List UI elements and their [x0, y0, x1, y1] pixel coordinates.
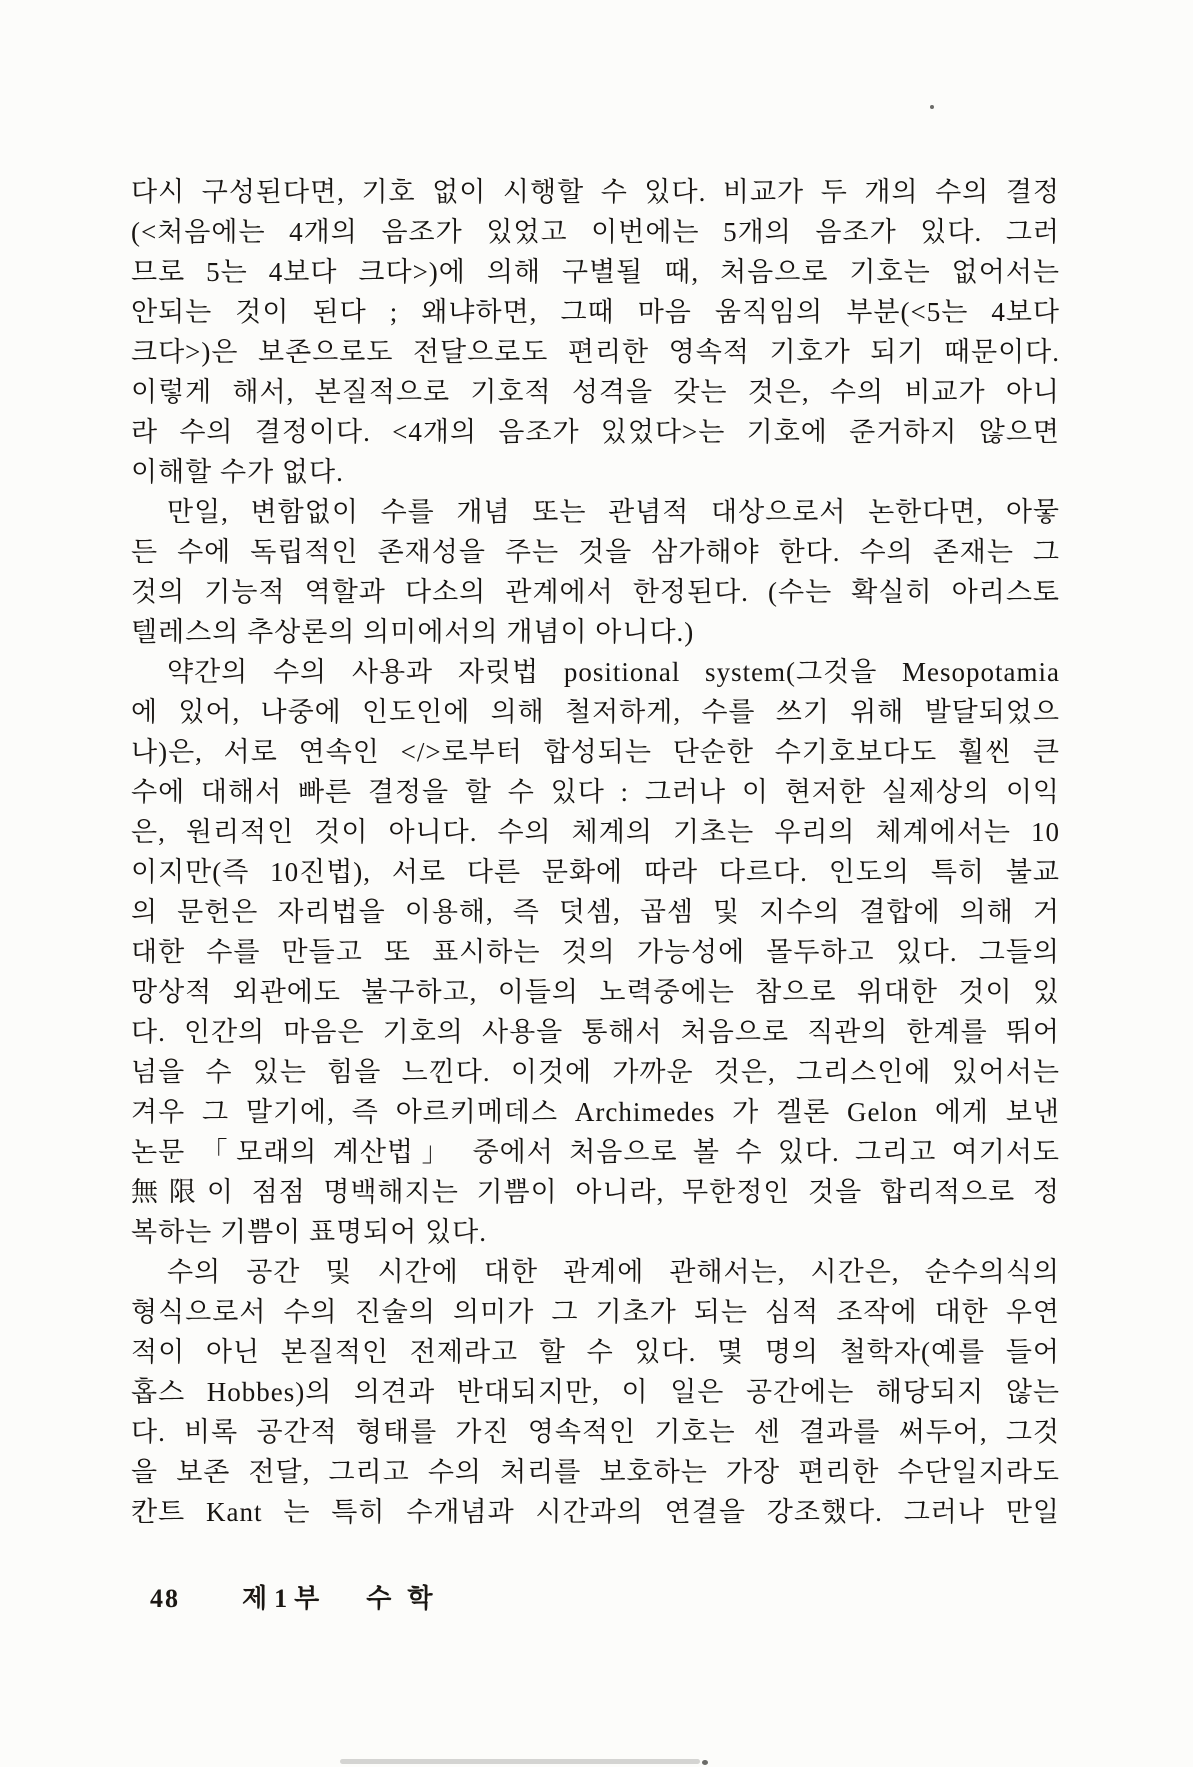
text-line: 넘을 수 있는 힘을 느낀다. 이것에 가까운 것은, 그리스인에 있어서는 [131, 1057, 1060, 1087]
text-line: 수에 대해서 빠른 결정을 할 수 있다 : 그러나 이 현저한 실제상의 이익 [131, 777, 1060, 807]
text-line: 망상적 외관에도 불구하고, 이들의 노력중에는 참으로 위대한 것이 있 [131, 977, 1060, 1007]
text-line: 적이 아닌 본질적인 전제라고 할 수 있다. 몇 명의 철학자(예를 들어 [131, 1337, 1060, 1367]
text-line: 약간의 수의 사용과 자릿법 positional system(그것을 Mesopotamia [167, 657, 1060, 687]
text-line: 므로 5는 4보다 크다>)에 의해 구별될 때, 처음으로 기호는 없어서는 [131, 257, 1060, 287]
text-line: 이해할 수가 없다. [131, 457, 344, 487]
text-line: 만일, 변함없이 수를 개념 또는 관념적 대상으로서 논한다면, 아뭏 [167, 497, 1060, 527]
text-line: 것의 기능적 역할과 다소의 관계에서 한정된다. (수는 확실히 아리스토 [131, 577, 1060, 607]
text-line: 안되는 것이 된다 ; 왜냐하면, 그때 마음 움직임의 부분(<5는 4보다 [131, 297, 1060, 327]
text-line: 은, 원리적인 것이 아니다. 수의 체계의 기초는 우리의 체계에서는 10 [131, 817, 1060, 847]
text-line: 홉스 Hobbes)의 의견과 반대되지만, 이 일은 공간에는 해당되지 않는 [131, 1377, 1060, 1407]
text-line: 칸트 Kant 는 특히 수개념과 시간과의 연결을 강조했다. 그러나 만일 [131, 1497, 1060, 1527]
text-line: 겨우 그 말기에, 즉 아르키메데스 Archimedes 가 겔론 Gelon 에게 보낸 [131, 1097, 1060, 1127]
text-line: 에 있어, 나중에 인도인에 의해 철저하게, 수를 쓰기 위해 발달되었으 [131, 697, 1060, 727]
text-line: 라 수의 결정이다. <4개의 음조가 있었다>는 기호에 준거하지 않으면 [131, 417, 1060, 447]
scan-speck [702, 1760, 708, 1765]
text-line: 크다>)은 보존으로도 전달으로도 편리한 영속적 기호가 되기 때문이다. [131, 337, 1060, 367]
text-lines [131, 172, 1060, 1532]
text-line: (<처음에는 4개의 음조가 있었고 이번에는 5개의 음조가 있다. 그러 [131, 217, 1060, 247]
text-line: 든 수에 독립적인 존재성을 주는 것을 삼가해야 한다. 수의 존재는 그 [131, 537, 1060, 567]
text-line: 나)은, 서로 연속인 </>로부터 합성되는 단순한 수기호보다도 훨씬 큰 [131, 737, 1060, 767]
text-line: 이렇게 해서, 본질적으로 기호적 성격을 갖는 것은, 수의 비교가 아니 [131, 377, 1060, 407]
page-footer [150, 1578, 448, 1615]
text-line: 형식으로서 수의 진술의 의미가 그 기초가 되는 심적 조작에 대한 우연 [131, 1297, 1060, 1327]
text-line: 수의 공간 및 시간에 대한 관계에 관해서는, 시간은, 순수의식의 [167, 1257, 1060, 1287]
text-line: 텔레스의 추상론의 의미에서의 개념이 아니다.) [131, 617, 695, 647]
text-line: 논문 「모래의 계산법」 중에서 처음으로 볼 수 있다. 그리고 여기서도 [131, 1137, 1060, 1167]
text-line: 다시 구성된다면, 기호 없이 시행할 수 있다. 비교가 두 개의 수의 결정 [131, 177, 1060, 207]
footer-part-title: 수학 [366, 1584, 449, 1613]
text-line: 다. 비록 공간적 형태를 가진 영속적인 기호는 센 결과를 써두어, 그것 [131, 1417, 1060, 1447]
text-line: 의 문헌은 자리법을 이용해, 즉 덧셈, 곱셈 및 지수의 결합에 의해 거 [131, 897, 1060, 927]
text-line: 이지만(즉 10진법), 서로 다른 문화에 따라 다르다. 인도의 특히 불교 [131, 857, 1060, 887]
text-line: 다. 인간의 마음은 기호의 사용을 통해서 처음으로 직관의 한계를 뛰어 [131, 1017, 1060, 1047]
text-line: 복하는 기쁨이 표명되어 있다. [131, 1217, 487, 1247]
page-number: 48 [150, 1584, 180, 1613]
text-line: 대한 수를 만들고 또 표시하는 것의 가능성에 몰두하고 있다. 그들의 [131, 937, 1060, 967]
text-line: 을 보존 전달, 그리고 수의 처리를 보호하는 가장 편리한 수단일지라도 [131, 1457, 1060, 1487]
scan-speck [930, 105, 934, 109]
scan-smudge [340, 1759, 700, 1764]
footer-section-label: 제1부 [242, 1584, 327, 1613]
text-line: 無限이 점점 명백해지는 기쁨이 아니라, 무한정인 것을 합리적으로 정 [131, 1177, 1060, 1207]
